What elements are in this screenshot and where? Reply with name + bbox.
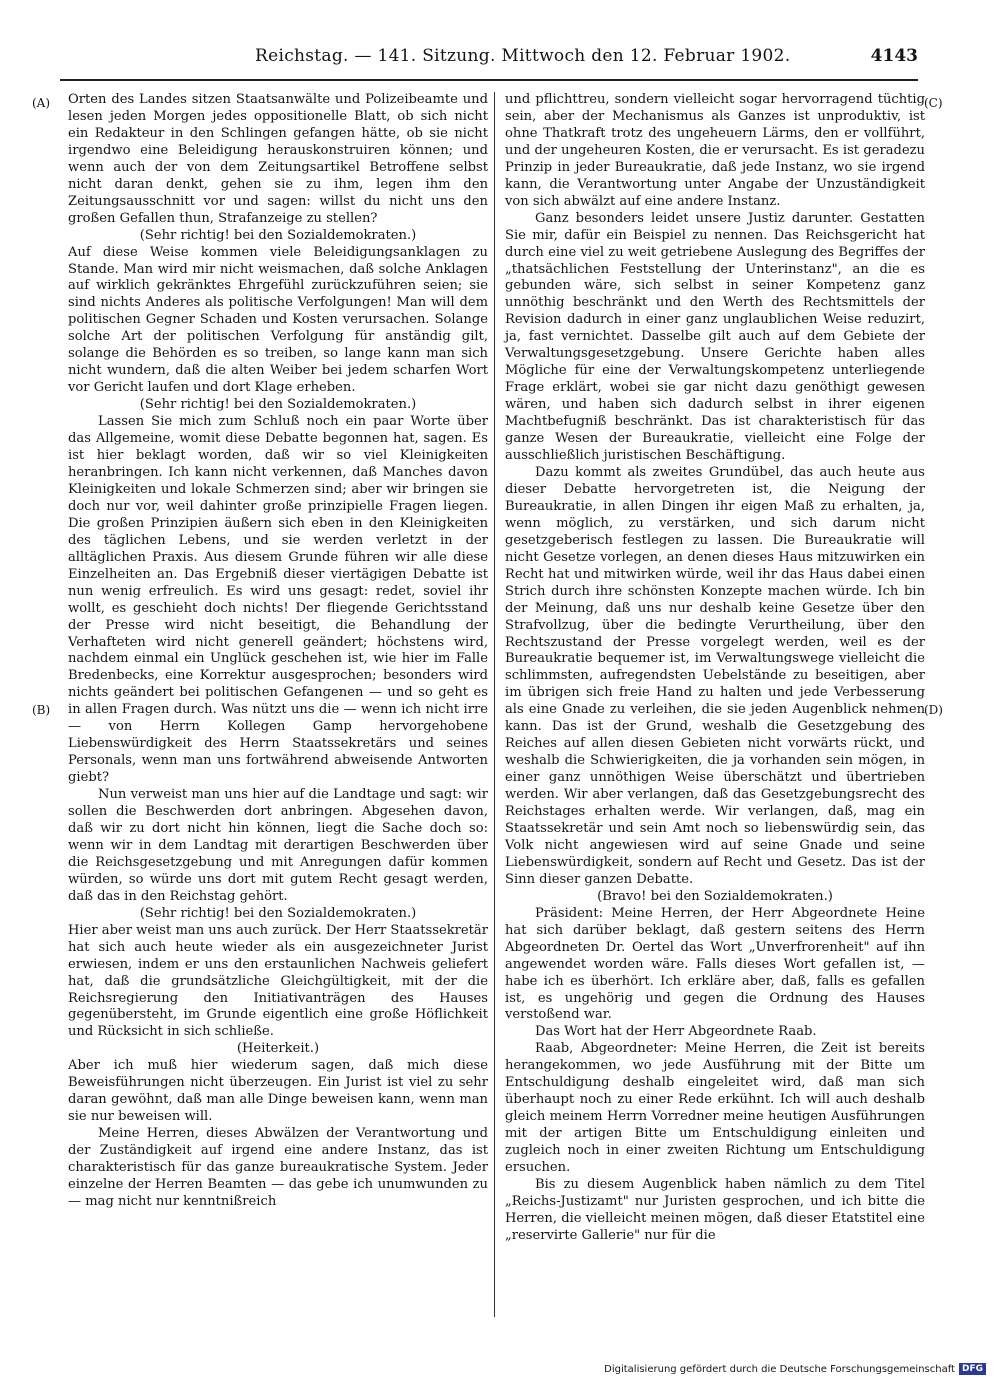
page-number: 4143 — [870, 46, 918, 66]
interjection: (Sehr richtig! bei den Sozialdemokraten.) — [139, 397, 417, 413]
paragraph: Auf diese Weise kommen viele Beleidigungsanklagen zu Stande. Man wird mir nicht weismachen, daß solche Anklagen auf wirklich gekränktes Ehrgefühl zurückzuführen seien; sie sind nichts Anderes als politische Verfolgungen! Man will dem politischen Gegner Schaden und Kosten verursachen. Solange solche Art der politischen Verfolgung für anständig gilt, solange die Behörden es so treiben, so lange kann man sich nicht wundern, daß die alten Weiber bei jedem scharfen Wort vor Gericht laufen und dort Klage erheben. — [68, 244, 488, 396]
dfg-logo: DFG — [959, 1363, 986, 1375]
paragraph: Lassen Sie mich zum Schluß noch ein paar Worte über das Allgemeine, womit diese Debatte begonnen hat, sagen. Es ist hier beklagt worden, daß wir so viel Kleinigkeiten heranbringen. Ich kann nicht verkennen, daß Manches davon Kleinigkeiten und lokale Schmerzen sind; aber wir bringen sie doch nur vor, weil dahinter große prinzipielle Fragen liegen. Die großen Prinzipien äußern sich eben in den Kleinigkeiten des täglichen Lebens, und sie werden verletzt in der alltäglichen Praxis. Aus diesem Grunde führen wir alle diese Einzelheiten an. Das Ergebniß dieser viertägigen Debatte ist nun wenig erfreulich. Es wird uns gesagt: redet, soviel ihr wollt, es geschieht doch nichts! Der fliegende Gerichtsstand der Presse wird nicht beseitigt, die Behandlung der Verhafteten wird nicht generell geändert; höchstens wird, nachdem einmal ein Unglück geschehen ist, wie hier im Falle Bredenbecks, eine Korrektur ausgesprochen; besonders wird nichts geändert bei politischen Gefangenen — und so geht es in allen Fragen durch. Was nützt uns die — wenn ich nicht irre — von Herrn Kollegen Gamp hervorgehobene Liebenswürdigkeit des Herrn Staatssekretärs und seines Personals, wenn man uns fortwährend abweisende Antworten giebt? — [68, 414, 488, 786]
margin-marker-c: (C) — [924, 96, 943, 110]
interjection: (Sehr richtig! bei den Sozialdemokraten.) — [139, 905, 417, 921]
margin-marker-a: (A) — [32, 96, 51, 110]
interjection: (Heiterkeit.) — [236, 1041, 320, 1057]
header-rule — [60, 79, 918, 81]
footer-text: Digitalisierung gefördert durch die Deutsche Forschungsgemeinschaft — [604, 1363, 955, 1375]
paragraph: Hier aber weist man uns auch zurück. Der Herr Staatssekretär hat sich auch heute wieder als ein ausgezeichneter Jurist erwiesen, indem er uns den erstaunlichen Nachweis geliefert hat, daß die grundsätzliche Gleichgültigkeit, mit der die Reichsregierung den Initiativanträgen des Hauses gegenübersteht, im Grunde eigentlich eine große Höflichkeit und Rücksicht in sich schließe. — [68, 922, 488, 1040]
paragraph: Raab, Abgeordneter: Meine Herren, die Zeit ist bereits herangekommen, wo jede Ausführung mit der Bitte um Entschuldigung deshalb eingeleitet wird, daß man sich überhaupt noch zu einer Rede erkühnt. Ich will auch deshalb gleich meinem Herrn Vorredner meine heutigen Ausführungen mit der artigen Bitte um Entschuldigung einleiten und zugleich noch in einer zweiten Richtung um Entschuldigung ersuchen. — [505, 1041, 925, 1176]
margin-marker-d: (D) — [924, 703, 943, 717]
footer — [604, 1363, 986, 1375]
page-header — [60, 46, 918, 76]
paragraph: Dazu kommt als zweites Grundübel, das auch heute aus dieser Debatte hervorgetreten ist, die Neigung der Bureaukratie, in allen Dingen ihr eigen Maß zu erhalten, ja, wenn möglich, zu verstärken, und sich darum nicht gesetzgeberisch festlegen zu lassen. Die Bureaukratie will nicht Gesetze vorlegen, an denen dieses Haus mitzuwirken ein Recht hat und mitwirken würde, weil ihr das Haus dabei einen Strich durch ihre schönsten Konzepte machen würde. Ich bin der Meinung, daß uns nur deshalb keine Gesetze über den Strafvollzug, über die bedingte Verurtheilung, über den Rechtszustand der Presse vorgelegt werden, weil es der Bureaukratie bequemer ist, im Verwaltungswege vielleicht die schlimmsten, aufregendsten Uebelstände zu beseitigen, aber im übrigen sich freie Hand zu halten und jede Verbesserung als eine Gnade zu verleihen, die sie jeden Augenblick nehmen kann. Das ist der Grund, weshalb die Gesetzgebung des Reiches auf allen diesen Gebieten nicht vorwärts rückt, und weshalb die Schwierigkeiten, die ja vorhanden sein mögen, in einer ganz unnöthigen Weise überschätzt und übertrieben werden. Wir aber verlangen, daß das Gesetzgebungsrecht des Reichstages erhalten werde. Wir verlangen, daß, mag ein Staatssekretär und sein Amt noch so liebenswürdig sein, das Volk nicht angewiesen wird auf seine Gnade und seine Liebenswürdigkeit, sondern auf Recht und Gesetz. Das ist der Sinn dieser ganzen Debatte. — [505, 464, 925, 887]
header-title: Reichstag. — 141. Sitzung. Mittwoch den 12. Februar 1902. — [255, 46, 791, 66]
paragraph: Ganz besonders leidet unsere Justiz darunter. Gestatten Sie mir, dafür ein Beispiel zu nennen. Das Reichsgericht hat durch eine viel zu weit getriebene Auslegung des Begriffes der „thatsächlichen Feststellung der Unterinstanz", an die es gebunden wäre, sich selbst in seiner Kompetenz ganz unnöthig beschränkt und den Werth des Rechtsmittels der Revision dadurch in einer ganz unglaublichen Weise reduzirt, ja, fast vernichtet. Dasselbe gilt auch auf dem Gebiete der Verwaltungsgesetzgebung. Unsere Gerichte haben alles Mögliche für eine der Verwaltungskompetenz unterliegende Frage erklärt, wobei sie gar nicht dazu genöthigt gewesen wären, und haben sich dadurch selbst in ihrer eigenen Machtbefugniß beschränkt. Das ist charakteristisch für das ganze Wesen der Bureaukratie, vielleicht eine Folge der ausschließlich juristischen Beschäftigung. — [505, 210, 925, 464]
left-column — [68, 92, 488, 1211]
paragraph: Nun verweist man uns hier auf die Landtage und sagt: wir sollen die Beschwerden dort anbringen. Abgesehen davon, daß wir zu dort nicht hin können, liegt die Sache doch so: wenn wir in dem Landtag mit derartigen Beschwerden über die Reichsgesetzgebung und mit Anregungen dafür kommen würden, so würde uns dort mit gutem Recht gesagt werden, daß das in den Reichstag gehört. — [68, 787, 488, 904]
paragraph: und pflichttreu, sondern vielleicht sogar hervorragend tüchtig sein, aber der Mechanismus als Ganzes ist unproduktiv, ist ohne Thatkraft trotz des ungeheuern Lärms, den er vollführt, und der ungeheuren Kosten, die er verursacht. Es ist geradezu Prinzip in jeder Bureaukratie, daß jede Instanz, wo sie irgend kann, die Verantwortung unter Angabe der Unzuständigkeit von sich abwälzt auf eine andere Instanz. — [505, 92, 925, 209]
paragraph: Präsident: Meine Herren, der Herr Abgeordnete Heine hat sich darüber beklagt, daß gestern seitens des Herrn Abgeordneten Dr. Oertel das Wort „Unverfrorenheit" auf ihn angewendet worden wäre. Falls dieses Wort gefallen ist, — habe ich es überhört. Ich erkläre aber, daß, falls es gefallen ist, es ungehörig und gegen die Ordnung des Hauses verstoßend war. — [505, 905, 925, 1023]
right-column — [505, 92, 925, 1245]
column-divider — [494, 92, 495, 1317]
paragraph: Orten des Landes sitzen Staatsanwälte und Polizeibeamte und lesen jeden Morgen jedes oppositionelle Blatt, ob sich nicht ein Redakteur in den Schlingen gefangen hätte, ob sie nicht irgendwo eine Beleidigung herauskonstruiren können; und wenn auch der von dem Zeitungsartikel Betroffene selbst nicht daran denkt, gehen sie zu ihm, legen ihm den Zeitungsausschnitt vor und sagen: willst du nicht uns den großen Gefallen thun, Strafanzeige zu stellen? — [68, 92, 488, 226]
paragraph: Bis zu diesem Augenblick haben nämlich zu dem Titel „Reichs-Justizamt" nur Juristen gesprochen, und ich bitte die Herren, die vielleicht meinen mögen, daß dieser Etatstitel eine „reservirte Gallerie" nur für die — [505, 1177, 925, 1243]
margin-marker-b: (B) — [32, 703, 51, 717]
paragraph: Meine Herren, dieses Abwälzen der Verantwortung und der Zuständigkeit auf irgend eine andere Instanz, das ist charakteristisch für das ganze bureaukratische System. Jeder einzelne der Herren Beamten — das gebe ich unumwunden zu — mag nicht nur kenntnißreich — [68, 1126, 488, 1209]
paragraph: Aber ich muß hier wiederum sagen, daß mich diese Beweisführungen nicht überzeugen. Ein Jurist ist viel zu sehr daran gewöhnt, daß man alle Dinge beweisen kann, wenn man sie nur beweisen will. — [68, 1058, 488, 1125]
interjection: (Bravo! bei den Sozialdemokraten.) — [597, 888, 833, 904]
paragraph: Das Wort hat der Herr Abgeordnete Raab. — [535, 1024, 817, 1040]
interjection: (Sehr richtig! bei den Sozialdemokraten.) — [139, 227, 417, 243]
